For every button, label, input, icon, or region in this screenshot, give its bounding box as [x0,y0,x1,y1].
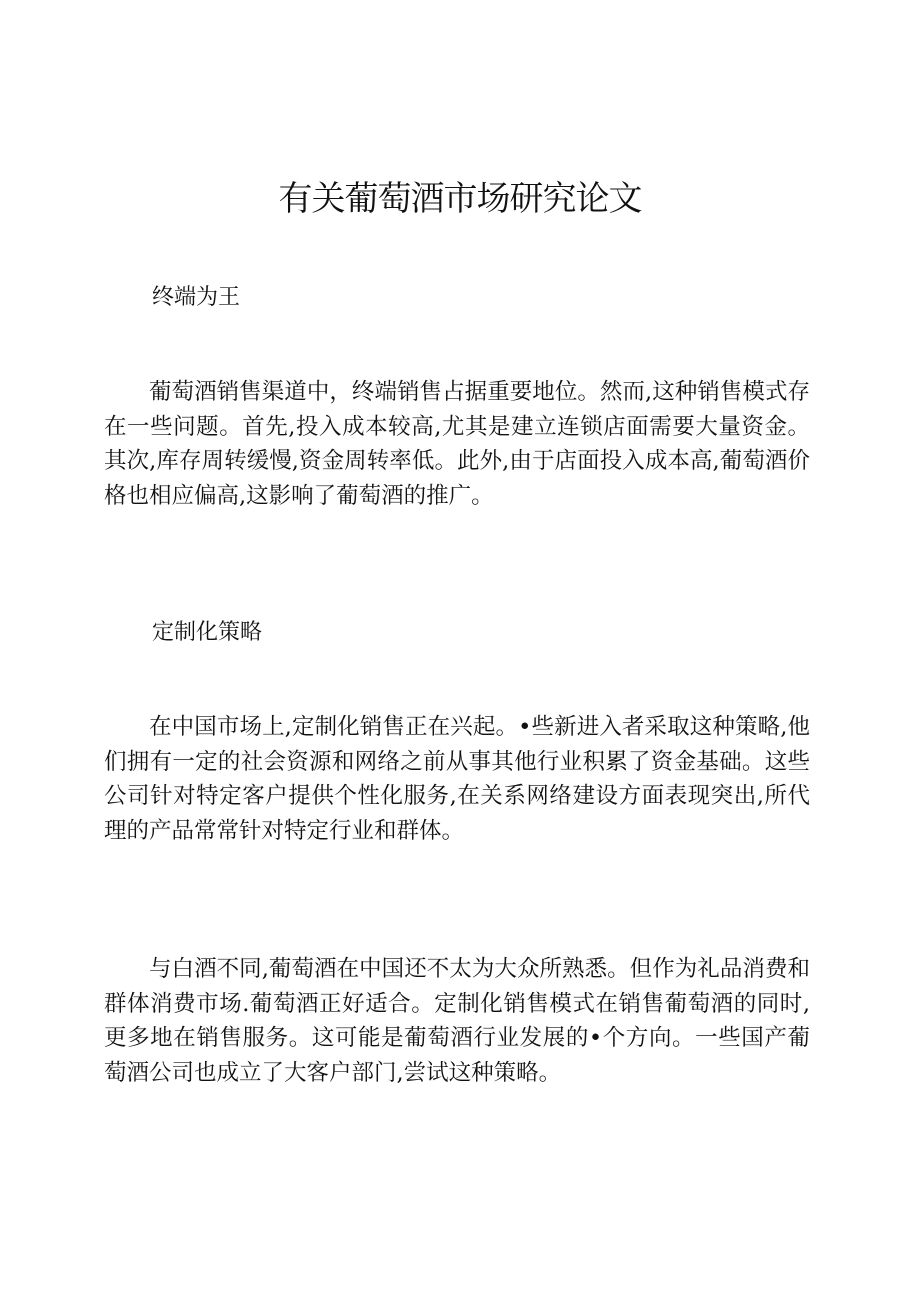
section-heading-customization: 定制化策略 [152,620,263,645]
document-title: 有关葡萄酒市场研究论文 [278,179,642,219]
paragraph-terminal-sales: 葡萄酒销售渠道中，终端销售占据重要地位。然而,这种销售模式存在一些问题。首先,投入成本较高,尤其是建立连锁店面需要大量资金。其次,库存周转缓慢,资金周转率低。此外,由于店面投入成本高,葡萄酒价格也相应偏高,这影响了葡萄酒的推广。 [104,379,810,509]
section-heading-terminal: 终端为王 [152,285,241,310]
paragraph-customization-rise: 在中国市场上,定制化销售正在兴起。•些新进入者采取这种策略,他们拥有一定的社会资源和网络之前从事其他行业积累了资金基础。这些公司针对特定客户提供个性化服务,在关系网络建设方面表现突出,所代理的产品常常针对特定行业和群体。 [104,714,810,844]
paragraph-wine-gift-market: 与白酒不同,葡萄酒在中国还不太为大众所熟悉。但作为礼品消费和群体消费市场.葡萄酒正好适合。定制化销售模式在销售葡萄酒的同时,更多地在销售服务。这可能是葡萄酒行业发展的•个方向。一些国产葡萄酒公司也成立了大客户部门,尝试这种策略。 [104,956,810,1086]
